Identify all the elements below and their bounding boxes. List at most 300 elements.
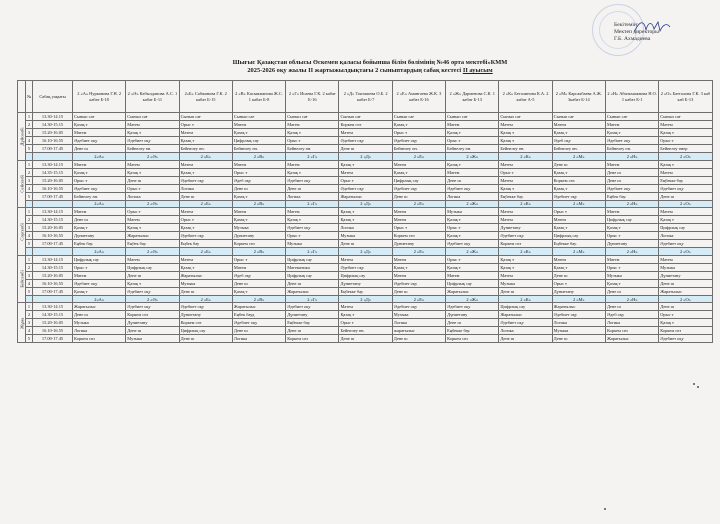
lesson-cell: Әдебиет оқу (179, 232, 232, 240)
lesson-number: 1 (26, 303, 33, 311)
schedule-table (17, 80, 713, 343)
separator-blank (33, 200, 73, 208)
separator-class-label: 2 «Ж» (446, 200, 499, 208)
lesson-cell: Цифрлық сау (286, 271, 339, 279)
lesson-cell: Орыс т (392, 224, 445, 232)
lesson-cell: Қазақ т (232, 192, 285, 200)
lesson-cell: Дене ш (73, 311, 126, 319)
lesson-number: 1 (26, 255, 33, 263)
separator-class-label: 2 «О» (659, 153, 712, 161)
lesson-cell: Дене ш (179, 335, 232, 343)
lesson-cell: Орыс т (179, 121, 232, 129)
lesson-cell: Матем (232, 121, 285, 129)
lesson-cell: Қазақ т (179, 224, 232, 232)
lesson-cell: Дене ш (605, 176, 658, 184)
lesson-cell: Коркем сөз (552, 176, 605, 184)
lesson-cell: Орыс т (232, 168, 285, 176)
day-label: Сейсенбі (18, 160, 26, 208)
lesson-cell: Дене ш (232, 184, 285, 192)
lesson-cell: Музыка (499, 279, 552, 287)
lesson-number: 5 (26, 192, 33, 200)
header-class: 2 «А» Нурканова Г.Н. 2 кабат Б-18 (73, 81, 126, 113)
lesson-cell: Қазақ т (499, 184, 552, 192)
lesson-number: 2 (26, 216, 33, 224)
class-separator-row (18, 295, 713, 303)
document-title: Шығыс Қазақстан облысы Өскемен қаласы бойынша білім бөлімінің №46 орта мектебі»КММ (232, 59, 508, 66)
separator-class-label: 2 «Г» (286, 295, 339, 303)
lesson-cell: Еңбекке бау. (552, 240, 605, 248)
separator-class-label: 2«А» (73, 295, 126, 303)
lesson-cell: Дене ш (339, 240, 392, 248)
lesson-cell: Сынып сағ (73, 113, 126, 121)
separator-class-label: 2 «В» (232, 295, 285, 303)
lesson-number: 5 (26, 145, 33, 153)
lesson-cell: Дүниетану (552, 287, 605, 295)
lesson-cell: Матем (286, 121, 339, 129)
lesson-cell: Әдеб оқу (232, 176, 285, 184)
lesson-time: 13.30-14.15 (33, 255, 73, 263)
lesson-cell: Матем (446, 271, 499, 279)
lesson-cell: Матем (499, 176, 552, 184)
lesson-cell: Дүниетану (73, 232, 126, 240)
lesson-cell: Матем (232, 160, 285, 168)
lesson-cell: Жаратылыс (659, 287, 712, 295)
lesson-time: 17.00-17.45 (33, 335, 73, 343)
lesson-time: 16.10-16.55 (33, 137, 73, 145)
lesson-cell: Қазақ т (232, 287, 285, 295)
lesson-cell: Дүниетану (232, 232, 285, 240)
separator-class-label: 2 «О» (659, 200, 712, 208)
lesson-cell: Қазақ т (659, 129, 712, 137)
lesson-cell: Сынып сағ (552, 113, 605, 121)
lesson-cell: Цифрлық сау (339, 271, 392, 279)
table-row (18, 232, 713, 240)
lesson-cell: Музыка (552, 327, 605, 335)
lesson-cell: Музыка (286, 240, 339, 248)
lesson-cell: Жаратылыс (339, 192, 392, 200)
lesson-time: 16.10-16.55 (33, 184, 73, 192)
lesson-cell: Әдебиет оқу (286, 224, 339, 232)
lesson-cell: Коркем сөз (605, 327, 658, 335)
table-row (18, 168, 713, 176)
separator-class-label: 2«А» (73, 200, 126, 208)
lesson-cell: Цифрлық сау (605, 216, 658, 224)
separator-class-label: 2 «Ә» (126, 153, 179, 161)
lesson-cell: Қазақ т (446, 160, 499, 168)
lesson-cell: Әдебиет оқу (499, 319, 552, 327)
lesson-cell: Қазақ т (339, 160, 392, 168)
header-class: 2 «О» Батталова Г.К. 3 каб каб Б-13 (659, 81, 712, 113)
lesson-cell: Қазақ т (552, 224, 605, 232)
lesson-cell: Қазақ т (499, 255, 552, 263)
lesson-cell: Дене ш (126, 271, 179, 279)
lesson-cell: Дүниетану (339, 279, 392, 287)
lesson-cell: Матем (392, 160, 445, 168)
lesson-time: 17.00-17.45 (33, 192, 73, 200)
separator-class-label: 2 «Ә» (126, 248, 179, 256)
lesson-cell: Дене ш (605, 168, 658, 176)
lesson-number: 2 (26, 263, 33, 271)
lesson-cell: Дене ш (286, 184, 339, 192)
lesson-cell: Қазақ т (446, 216, 499, 224)
lesson-cell: Музыка (605, 271, 658, 279)
separator-class-label: 2 «М» (552, 295, 605, 303)
lesson-cell: Қазақ т (605, 279, 658, 287)
document-subtitle (150, 67, 590, 74)
lesson-cell: Дене ш (73, 145, 126, 153)
lesson-time: 16.10-16.55 (33, 327, 73, 335)
separator-class-label: 2 «В» (232, 200, 285, 208)
lesson-cell: Әдебиет оқу (659, 335, 712, 343)
lesson-cell: Логика (179, 184, 232, 192)
lesson-number: 4 (26, 279, 33, 287)
lesson-cell: Орыс т (73, 176, 126, 184)
lesson-cell: Дене ш (499, 287, 552, 295)
lesson-number: 3 (26, 176, 33, 184)
lesson-cell: Матем (126, 160, 179, 168)
lesson-number: 3 (26, 224, 33, 232)
lesson-cell: Логика (659, 232, 712, 240)
lesson-cell: Қазақ т (659, 160, 712, 168)
lesson-cell: Матем (446, 121, 499, 129)
lesson-cell: Коркем сөз (126, 311, 179, 319)
lesson-cell: Қазақ т (392, 168, 445, 176)
lesson-cell: Матем (392, 216, 445, 224)
lesson-cell: Әдебиет оқу (605, 184, 658, 192)
lesson-cell: Коркем сөз (659, 327, 712, 335)
lesson-cell: Орыс т (605, 232, 658, 240)
lesson-cell: Сынып сағ (126, 113, 179, 121)
lesson-time: 14.30-15.15 (33, 216, 73, 224)
lesson-cell: Сынып сағ (232, 113, 285, 121)
lesson-cell: Дене ш (179, 287, 232, 295)
lesson-cell: Матем (499, 216, 552, 224)
lesson-cell: Бейнелеу өн. (286, 145, 339, 153)
lesson-cell: Әдебиет оқу (179, 176, 232, 184)
lesson-cell: Матем (339, 303, 392, 311)
lesson-cell: Қазақ т (605, 224, 658, 232)
lesson-cell: Матем (499, 121, 552, 129)
separator-class-label: 2 «Г» (286, 153, 339, 161)
lesson-cell: Сынып сағ (179, 113, 232, 121)
lesson-cell: Қазақ т (126, 168, 179, 176)
lesson-cell: Қазақ т (232, 216, 285, 224)
separator-class-label: 2 «М» (552, 200, 605, 208)
lesson-cell: Қазақ т (552, 184, 605, 192)
lesson-cell: Музыка (659, 263, 712, 271)
lesson-cell: Қазақ т (73, 121, 126, 129)
lesson-cell: Дене ш (605, 303, 658, 311)
separator-class-label: 2 «Д» (339, 295, 392, 303)
lesson-cell: Қазақ т (659, 216, 712, 224)
lesson-cell: Қазақ т (73, 168, 126, 176)
lesson-cell: Қазақ т (73, 287, 126, 295)
separator-class-label: 2 «Б» (179, 248, 232, 256)
separator-class-label: 2 «Е» (392, 295, 445, 303)
day-label: Сәрсенбі (18, 208, 26, 256)
lesson-cell: Еңбек бау (179, 240, 232, 248)
lesson-cell: Матем (73, 160, 126, 168)
lesson-cell: Дене ш (659, 192, 712, 200)
separator-class-label: 2 «К» (499, 295, 552, 303)
lesson-cell: Қазақ т (339, 208, 392, 216)
lesson-number: 2 (26, 311, 33, 319)
lesson-cell: Дүниетану (605, 240, 658, 248)
lesson-cell: Матем (446, 168, 499, 176)
lesson-cell: Әдебиет оқу (552, 311, 605, 319)
lesson-cell: Әдебиет оқу (339, 263, 392, 271)
separator-blank (33, 248, 73, 256)
separator-blank (26, 295, 33, 303)
header-num: № (26, 81, 33, 113)
lesson-cell: Орыс т (73, 263, 126, 271)
lesson-cell: Әдебиет оқу (73, 137, 126, 145)
header-class: 2«Б» Сабжанова Г.К. 2 кабат Б-15 (179, 81, 232, 113)
separator-class-label: 2 «Ә» (126, 295, 179, 303)
lesson-time: 15.20-16.05 (33, 271, 73, 279)
lesson-cell: Әдебиет оқу (286, 176, 339, 184)
lesson-cell: Әдеб оқу (552, 137, 605, 145)
lesson-cell: Бейнелеу өнер (659, 145, 712, 153)
lesson-cell: Еңбекке бау. (286, 319, 339, 327)
header-class: 2 «М» Карсакбаева А.Ж. 3кабат Б-14 (552, 81, 605, 113)
table-row (18, 327, 713, 335)
lesson-cell: Матем (659, 168, 712, 176)
lesson-cell: Қазақ т (499, 137, 552, 145)
lesson-cell: Қазақ т (179, 263, 232, 271)
table-row (18, 335, 713, 343)
approval-line1: Бекітемін: (614, 22, 639, 28)
lesson-cell: Дене ш (659, 303, 712, 311)
lesson-number: 2 (26, 168, 33, 176)
lesson-cell: Дене ш (392, 192, 445, 200)
lesson-cell: Әдебиет оқу (179, 303, 232, 311)
lesson-cell: Цифрлық сау (73, 255, 126, 263)
lesson-cell: Матем (179, 255, 232, 263)
lesson-cell: Логика (232, 335, 285, 343)
lesson-number: 2 (26, 121, 33, 129)
lesson-cell: Матем (605, 255, 658, 263)
lesson-cell: Коркем сөз (179, 319, 232, 327)
lesson-cell: Дене ш (339, 335, 392, 343)
lesson-cell: Орыс т (339, 176, 392, 184)
lesson-cell: Матем (126, 121, 179, 129)
table-row (18, 240, 713, 248)
day-label: Бейсенбі (18, 255, 26, 303)
separator-class-label: 2 «М» (552, 248, 605, 256)
header-class: 2 «К» Беталинова К.А. 2 кабат А-5 (499, 81, 552, 113)
lesson-cell: Қазақ т (446, 263, 499, 271)
lesson-cell: Дүниетану (179, 311, 232, 319)
lesson-cell: Орыс т (552, 208, 605, 216)
lesson-cell: Бейнелеу өн. (552, 145, 605, 153)
separator-class-label: 2 «Г» (286, 200, 339, 208)
separator-blank (26, 248, 33, 256)
lesson-cell: Сынып сағ (605, 113, 658, 121)
lesson-cell: Бейнелеу өн. (446, 145, 499, 153)
table-row (18, 160, 713, 168)
lesson-cell: Матем (605, 208, 658, 216)
table-row (18, 184, 713, 192)
lesson-cell: Әдебиет оқу (73, 184, 126, 192)
lesson-cell: Матем (659, 255, 712, 263)
lesson-cell: Қазақ т (232, 129, 285, 137)
separator-blank (26, 200, 33, 208)
lesson-cell: Матем (392, 271, 445, 279)
lesson-cell: Әдебиет оқу (552, 192, 605, 200)
lesson-cell: Дене ш (552, 160, 605, 168)
lesson-cell: Сынып сағ (499, 113, 552, 121)
lesson-cell: Қазақ т (446, 129, 499, 137)
lesson-cell: Матем (499, 271, 552, 279)
lesson-cell: жаратылыс (392, 327, 445, 335)
lesson-cell: Еңбек бауд (232, 311, 285, 319)
header-class: 2 «Е» Амангаева Ж.К. 3 кабат Б-16 (392, 81, 445, 113)
separator-class-label: 2 «В» (232, 153, 285, 161)
lesson-cell: Қазақ т (552, 263, 605, 271)
lesson-cell: Орыс т (605, 263, 658, 271)
lesson-cell: Дене ш (659, 279, 712, 287)
approval-line3: Г.Б. Ахмадиева (614, 36, 651, 43)
table-row (18, 176, 713, 184)
approval-block (614, 22, 659, 44)
shift-label: II ауысым (462, 67, 493, 74)
lesson-cell: Матем (392, 255, 445, 263)
lesson-cell: Дене ш (232, 327, 285, 335)
lesson-cell: Цифрлық сау (232, 137, 285, 145)
lesson-cell: Сынып сағ (392, 113, 445, 121)
mark-dot (697, 386, 699, 388)
header-class: 2 «Ж» Дарменова С.К. 1 кабат Б-13 (446, 81, 499, 113)
lesson-cell: Дене ш (446, 319, 499, 327)
separator-class-label: 2 «Д» (339, 200, 392, 208)
table-row (18, 224, 713, 232)
lesson-cell: Қазақ т (73, 224, 126, 232)
lesson-cell: Қазақ т (605, 129, 658, 137)
separator-class-label: 2«А» (73, 153, 126, 161)
lesson-cell: Логика (552, 319, 605, 327)
lesson-cell: Қазақ т (552, 129, 605, 137)
lesson-cell: Әдебиет оқу (232, 319, 285, 327)
lesson-cell: Қазақ т (446, 232, 499, 240)
lesson-time: 15.20-16.05 (33, 224, 73, 232)
lesson-cell: Орыс т (552, 279, 605, 287)
lesson-time: 17.00-17.45 (33, 145, 73, 153)
separator-class-label: 2 «Е» (392, 200, 445, 208)
lesson-cell: Қазақ т (179, 137, 232, 145)
separator-class-label: 2 «Ж» (446, 153, 499, 161)
lesson-cell: Матем (286, 160, 339, 168)
mark-dot (604, 508, 606, 510)
lesson-cell: Қазақ т (392, 263, 445, 271)
lesson-cell: Әдебиет оқу (499, 232, 552, 240)
lesson-time: 15.20-16.05 (33, 176, 73, 184)
lesson-cell: Орыс т (286, 232, 339, 240)
lesson-cell: Цифрлық сау (179, 327, 232, 335)
lesson-cell: Әдебиет оқу (392, 184, 445, 192)
lesson-cell: Коркем сөз (339, 121, 392, 129)
lesson-cell: Әдебиет оқу (126, 137, 179, 145)
lesson-cell: Қазақ т (126, 129, 179, 137)
lesson-cell: Орыс т (286, 137, 339, 145)
lesson-cell: Қазақ т (126, 279, 179, 287)
lesson-cell: Цифрлық сау (446, 279, 499, 287)
table-row (18, 279, 713, 287)
lesson-cell: Цифрлық сау (499, 303, 552, 311)
lesson-cell: Сынып сағ (339, 113, 392, 121)
lesson-cell: Әдебиет оқу (286, 303, 339, 311)
lesson-cell: Орыс т (446, 255, 499, 263)
lesson-time: 14.35-15.15 (33, 168, 73, 176)
lesson-cell: Дүниетану (286, 311, 339, 319)
lesson-time: 14.30-15.15 (33, 121, 73, 129)
lesson-cell: Қазақ т (499, 263, 552, 271)
separator-class-label: 2 «М» (552, 153, 605, 161)
lesson-cell: Әдебиет оқу (659, 184, 712, 192)
lesson-cell: Әдебиет оқу (392, 303, 445, 311)
lesson-cell: Орыс т (339, 319, 392, 327)
lesson-cell: Жаратылыс (232, 303, 285, 311)
lesson-cell: Коркем сөз (73, 335, 126, 343)
lesson-number: 5 (26, 240, 33, 248)
lesson-cell: Музыка (179, 279, 232, 287)
lesson-cell: Цифрлық сау (552, 232, 605, 240)
lesson-cell: Матем (605, 160, 658, 168)
lesson-cell: Қазақ т (659, 319, 712, 327)
lesson-cell: Орыс т (126, 184, 179, 192)
lesson-time: 14.30-15.15 (33, 311, 73, 319)
lesson-cell: Орыс т (126, 208, 179, 216)
lesson-cell: Бейнелеу өн. (339, 327, 392, 335)
lesson-cell: Логика (392, 319, 445, 327)
separator-class-label: 2 «Ә» (126, 200, 179, 208)
separator-class-label: 2 «Н» (605, 248, 658, 256)
lesson-cell: Бейнелеу өн. (73, 192, 126, 200)
separator-class-label: 2 «Б» (179, 295, 232, 303)
lesson-number: 3 (26, 271, 33, 279)
lesson-cell: Жаратылыс (73, 303, 126, 311)
table-row (18, 129, 713, 137)
lesson-cell: Матем (179, 208, 232, 216)
header-class: 2 «В» Касымжанова Ж.С. 1 кабат Б-8 (232, 81, 285, 113)
lesson-time: 13.30-14.15 (33, 208, 73, 216)
lesson-cell: Бейнелеу өн. (126, 145, 179, 153)
lesson-cell: Дүниетану (499, 224, 552, 232)
lesson-cell: Қазақ т (499, 129, 552, 137)
lesson-cell: Еңбек бау. (73, 240, 126, 248)
separator-class-label: 2 «Ж» (446, 295, 499, 303)
lesson-cell: Матем (286, 208, 339, 216)
lesson-cell: Орыс т (659, 137, 712, 145)
lesson-cell: Орыс т (446, 224, 499, 232)
table-row (18, 311, 713, 319)
lesson-cell: Жаратылыс (605, 335, 658, 343)
header-day (18, 81, 26, 113)
lesson-cell: Еңбекке бау. (659, 176, 712, 184)
lesson-cell: Дене ш (126, 327, 179, 335)
lesson-cell: Әдебиет оқу (446, 240, 499, 248)
lesson-number: 3 (26, 319, 33, 327)
lesson-cell: Бейнелеу өн. (605, 145, 658, 153)
lesson-cell: Дүниетану (392, 240, 445, 248)
lesson-cell: Цифрлық сау (126, 263, 179, 271)
lesson-cell: Матем (126, 255, 179, 263)
table-row (18, 113, 713, 121)
header-time: Сабақ уақыты (33, 81, 73, 113)
subtitle-main: 2025-2026 оқу жылы II жартыжылдықтағы 2 сыныптардың сабақ кестесі (247, 67, 462, 74)
lesson-cell: Дене ш (232, 279, 285, 287)
lesson-number: 5 (26, 287, 33, 295)
